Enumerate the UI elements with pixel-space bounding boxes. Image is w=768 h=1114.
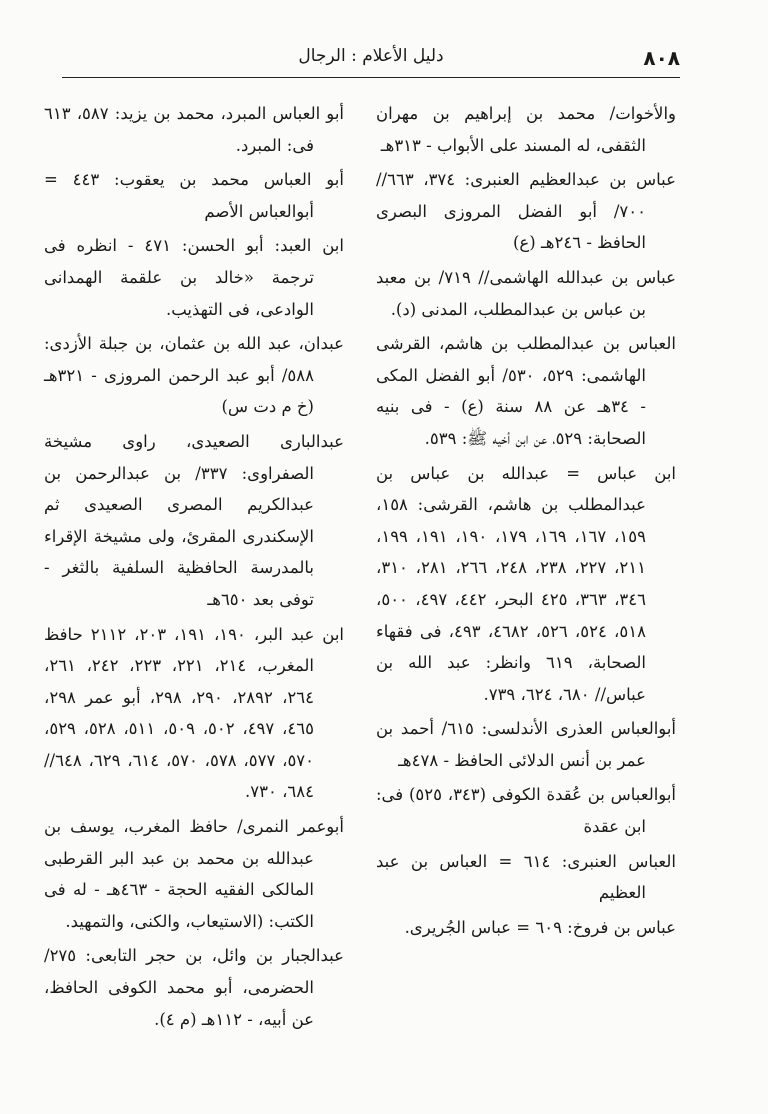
index-entry: ابن العبد: أبو الحسن: ٤٧١ - انظره فى ترجمة «خالد بن علقمة الهمدانى الوادعى، فى التهذيب. <box>44 236 344 319</box>
index-entry: أبوالعباس بن عُقدة الكوفى (٣٤٣، ٥٢٥) فى: ابن عقدة <box>376 785 677 837</box>
index-entry: أبوعمر النمرى/ حافظ المغرب، يوسف بن عبدالله بن محمد بن عبد البر القرطبى المالكى الفقيه الحجة - ٤٦٣هـ - له فى الكتب: (الاستيعاب، والكنى، والتمهيد. <box>44 817 344 931</box>
index-entry: عبدان، عبد الله بن عثمان، بن جبلة الأزدى: ٥٨٨/ أبو عبد الرحمن المروزى - ٣٢١هـ (خ م دت س) <box>44 334 344 417</box>
index-entry: عباس بن فروخ: ٦٠٩ = عباس الجُريرى. <box>404 917 676 937</box>
index-entry: أبو العباس المبرد، محمد بن يزيد: ٥٨٧، ٦١٣ فى: المبرد. <box>44 104 344 155</box>
right-column <box>376 98 676 946</box>
page-header <box>62 44 680 74</box>
page-number: ٨٠٨ <box>643 46 680 70</box>
index-entry: العباس بن عبدالمطلب بن هاشم، القرشى الهاشمى: ٥٢٩، ٥٣٠/ أبو الفضل المكى - ٣٤هـ عن ٨٨ سنة (ع) - فى بنيه الصحابة: ٥٢٩، عن ابن أخيه ﷺ: ٥٣٩. <box>376 334 676 448</box>
index-entry: العباس العنبرى: ٦١٤ = العباس بن عبد العظيم <box>376 851 676 903</box>
index-entry: ابن عبد البر، ١٩٠، ١٩١، ٢٠٣، ٢١١٢ حافظ المغرب، ٢١٤، ٢٢١، ٢٢٣، ٢٤٢، ٢٦١، ٢٦٤، ٢٨٩٢، ٢٩٠، ٢٩٨، أبو عمر ٢٩٨، ٤٦٥، ٤٩٧، ٥٠٢، ٥٠٩، ٥١١، ٥٢٨، ٥٢٩، ٥٧٠، ٥٧٧، ٥٧٨، ٥٧٠، ٦١٤، ٦٢٩، ٦٤٨// ٦٨٤، ٧٣٠. <box>44 624 345 802</box>
index-entry: أبو العباس محمد بن يعقوب: ٤٤٣ = أبوالعباس الأصم <box>44 170 344 221</box>
index-entry: عباس بن عبدالعظيم العنبرى: ٣٧٤، ٦٦٣// ٧٠٠/ أبو الفضل المروزى البصرى الحافظ - ٢٤٦هـ (ع) <box>376 170 676 253</box>
index-entry: عباس بن عبدالله الهاشمى// ٧١٩/ بن معبد بن عباس بن عبدالمطلب، المدنى (د). <box>376 267 677 319</box>
left-column <box>44 98 344 1038</box>
index-entry: عبدالجبار بن وائل، بن حجر التابعى: ٢٧٥/ الحضرمى، أبو محمد الكوفى الحافظ، عن أبيه، - ١١٢هـ (م ٤). <box>44 946 344 1029</box>
header-rule <box>62 77 680 78</box>
index-entry: والأخوات/ محمد بن إبراهيم بن مهران الثقفى، له المسند على الأبواب - ٣١٣هـ <box>376 104 676 155</box>
index-entry: عبدالبارى الصعيدى، راوى مشيخة الصفراوى: ٣٣٧/ بن عبدالرحمن بن عبدالكريم المصرى الصعيدى ثم الإسكندرى المقرئ، ولى مشيخة الإقراء بالمدرسة الحافظية السلفية بالثغر - توفى بعد ٦٥٠هـ <box>44 431 344 609</box>
index-entry: ابن عباس = عبدالله بن عباس بن عبدالمطلب بن هاشم، القرشى: ١٥٨، ١٥٩، ١٦٧، ١٦٩، ١٧٩، ١٩٠، ١٩١، ١٩٩، ٢١١، ٢٢٧، ٢٣٨، ٢٤٨، ٢٦٦، ٢٨١، ٣١٠، ٣٤٦، ٣٦٣، ٤٢٥ البحر، ٤٤٢، ٤٩٧، ٥٠٠، ٥١٨، ٥٢٤، ٥٢٦، ٤٦٨٢، ٤٩٣، فى فقهاء الصحابة، ٦١٩ وانظر: عبد الله بن عباس// ٦٨٠، ٦٢٤، ٧٣٩. <box>376 463 676 704</box>
running-title: دليل الأعلام : الرجال <box>298 46 444 66</box>
index-entry: أبوالعباس العذرى الأندلسى: ٦١٥/ أحمد بن عمر بن أنس الدلائى الحافظ - ٤٧٨هـ <box>376 719 677 770</box>
